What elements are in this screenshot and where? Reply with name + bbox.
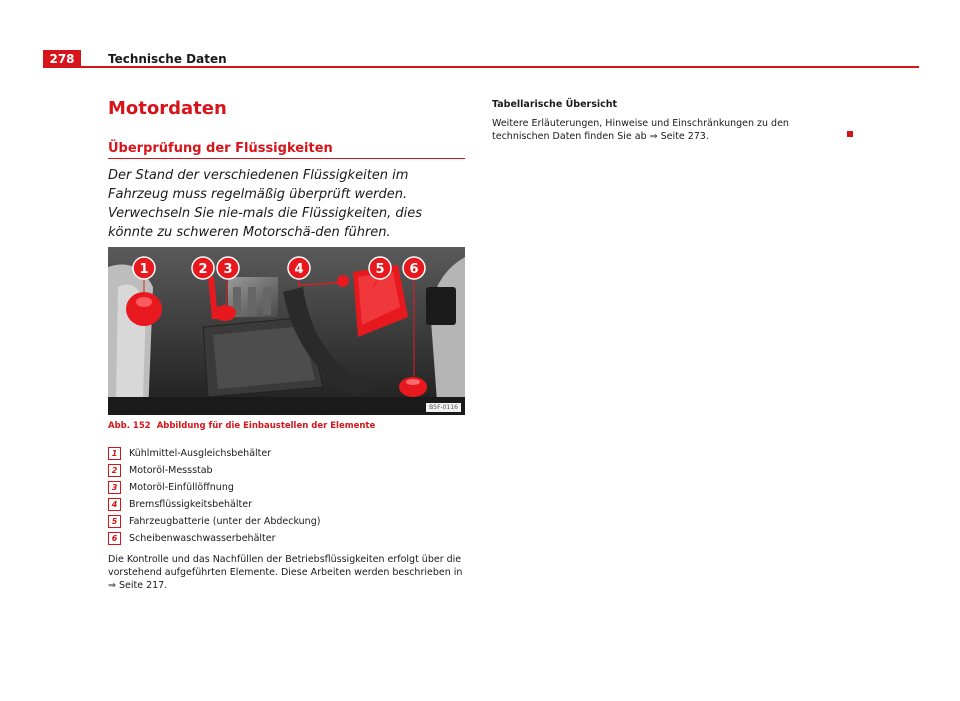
legend-text: Scheibenwaschwasserbehälter [129,533,276,544]
body-paragraph: Die Kontrolle und das Nachfüllen der Betriebsflüssigkeiten erfolgt über die vorstehend aufgeführten Elemente. Diese Arbeiten werden beschrieben in ⇒ Seite 217. [108,554,463,591]
legend-badge: 4 [108,498,121,511]
svg-text:2: 2 [198,262,208,277]
callout-5 [369,257,391,279]
svg-text:3: 3 [223,262,233,277]
callout-4 [288,257,310,279]
page-number: 278 [43,50,81,68]
caption-label: Abb. 152 [108,421,151,431]
legend-item [108,530,320,547]
legend-badge: 2 [108,464,121,477]
caption-text: Abbildung für die Einbaustellen der Elemente [156,421,376,431]
legend-badge: 1 [108,447,121,460]
legend-item [108,513,320,530]
legend-item [108,479,320,496]
legend-text: Fahrzeugbatterie (unter der Abdeckung) [129,516,321,527]
legend-text: Motoröl-Einfüllöffnung [129,482,234,493]
engine-bay-figure [108,247,465,415]
legend-badge: 6 [108,532,121,545]
legend-list [108,445,320,547]
svg-text:5: 5 [375,262,385,277]
side-heading: Tabellarische Übersicht [492,99,618,110]
legend-text: Kühlmittel-Ausgleichsbehälter [129,448,272,459]
section-end-marker [847,131,853,137]
svg-text:6: 6 [409,262,419,277]
legend-badge: 3 [108,481,121,494]
legend-text: Bremsflüssigkeitsbehälter [129,499,252,510]
callout-1 [133,257,155,279]
section-subtitle: Überprüfung der Flüssigkeiten [108,141,333,156]
legend-text: Motoröl-Messstab [129,465,213,476]
figure-caption [108,421,375,431]
legend-badge: 5 [108,515,121,528]
callout-6 [403,257,425,279]
header-rule [43,66,919,68]
svg-text:4: 4 [294,262,304,277]
callout-2 [192,257,214,279]
legend-item [108,496,320,513]
engine-bay-illustration [108,247,465,415]
figure-code: B5F-0116 [426,403,461,412]
legend-item [108,462,320,479]
running-header: Technische Daten [108,52,227,66]
svg-text:1: 1 [139,262,149,277]
subtitle-rule [108,158,465,159]
side-paragraph: Weitere Erläuterungen, Hinweise und Einschränkungen zu den technischen Daten finden Sie ab ⇒ Seite 273. [492,118,789,142]
intro-text: Der Stand der verschiedenen Flüssigkeiten im Fahrzeug muss regelmäßig überprüft werden. Verwechseln Sie nie-mals die Flüssigkeiten, dies könnte zu schweren Motorschä-den führen. [108,168,423,240]
legend-item [108,445,320,462]
callout-3 [217,257,239,279]
section-title: Motordaten [108,98,227,119]
